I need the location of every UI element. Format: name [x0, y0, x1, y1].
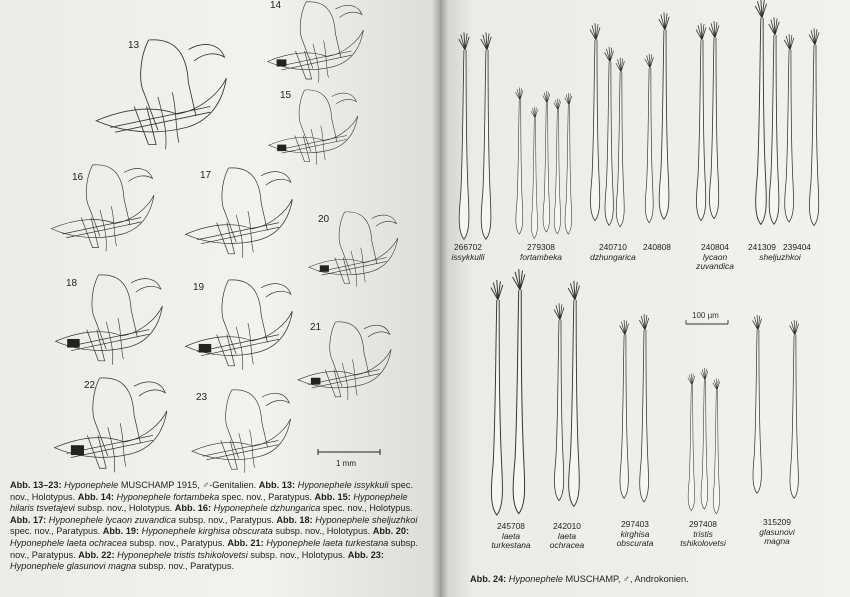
genitalia-15 — [269, 90, 358, 165]
specimen-label-242010 — [532, 522, 602, 551]
specimen-label-279308 — [506, 243, 576, 262]
caption-run: Abb. 24: — [470, 574, 509, 584]
fig-number-18: 18 — [66, 278, 78, 289]
fig-number-21: 21 — [310, 322, 322, 333]
genitalia-22 — [55, 378, 167, 472]
caption-run: Abb. 15: — [314, 491, 354, 502]
androconium-13 — [696, 23, 706, 220]
androconium-4 — [531, 107, 538, 239]
specimen-name: issykkulli — [451, 251, 485, 262]
androconium-3 — [516, 88, 523, 235]
genitalia-19 — [186, 280, 293, 370]
caption-run: Hyponephele dzhungarica — [213, 503, 323, 514]
androconium-6 — [554, 98, 561, 233]
androconium-15 — [755, 0, 766, 224]
specimen-name: laeta — [557, 530, 577, 541]
specimen-label-315209 — [742, 518, 812, 547]
androconium-24 — [639, 314, 649, 502]
androconium-27 — [713, 378, 720, 513]
fig-number-23: 23 — [196, 392, 208, 403]
specimen-name: obscurata — [616, 538, 654, 549]
specimen-number: 241309 — [748, 242, 776, 252]
androconium-16 — [769, 17, 779, 224]
specimen-number: 245708 — [497, 521, 525, 531]
androconia-figure — [440, 0, 850, 597]
caption-run: Hyponephele issykkuli — [297, 480, 392, 490]
right-page — [440, 0, 850, 597]
caption-abb-24 — [470, 574, 850, 586]
specimen-name: turkestana — [491, 540, 531, 551]
caption-run: Abb. 20: — [372, 526, 410, 537]
androconium-26 — [701, 368, 708, 509]
androconium-20 — [513, 269, 525, 513]
specimen-name: kirghisa — [620, 528, 650, 539]
caption-run: subsp. nov., Paratypus. — [138, 561, 235, 572]
specimen-number: 279308 — [527, 242, 555, 252]
caption-run: subsp. nov., Holotypus. — [275, 526, 373, 537]
caption-run: Abb. 13: — [258, 480, 298, 490]
caption-run: spec. nov., Paratypus. — [221, 491, 315, 502]
androconium-25 — [688, 373, 695, 510]
caption-run: Hyponephele kirghisa obscurata — [141, 526, 276, 537]
fig-number-22: 22 — [84, 380, 96, 391]
caption-run: spec. nov., Paratypus. — [10, 526, 103, 537]
specimen-name: glasunovi — [759, 526, 795, 537]
specimen-name: zuvandica — [696, 261, 734, 272]
caption-run: Hyponephele hilaris tsvetajevi — [10, 491, 408, 514]
caption-run: Abb. 18: — [276, 514, 316, 525]
caption-run: Hyponephele lycaon zuvandica — [48, 514, 179, 525]
androconium-12 — [659, 12, 669, 219]
caption-run: Abb. 19: — [102, 526, 142, 537]
specimen-name: tristis — [693, 528, 713, 539]
caption-run: Abb. 21: — [227, 537, 267, 548]
specimen-number: 239404 — [783, 242, 811, 252]
caption-run: subsp. nov., Paratypus. — [129, 537, 228, 548]
androconium-2 — [481, 32, 491, 239]
scale-bar-1mm — [318, 449, 380, 468]
caption-run: Abb. 16: — [174, 503, 214, 514]
androconium-5 — [543, 91, 550, 232]
scale-label-100um: 100 µm — [692, 311, 719, 320]
caption-run: Hyponephele tristis tshikolovetsi — [117, 549, 251, 560]
androconium-7 — [565, 93, 572, 234]
androconium-23 — [620, 320, 629, 499]
caption-run: subsp. nov., Paratypus. — [178, 514, 277, 525]
androconium-22 — [568, 281, 579, 507]
fig-number-15: 15 — [280, 90, 292, 101]
caption-run: Hyponephele glasunovi magna — [10, 561, 139, 572]
specimen-name: tshikolovetsi — [680, 538, 726, 549]
caption-run: Abb. 13–23: — [10, 480, 65, 490]
caption-run: Abb. 17: — [10, 514, 49, 525]
fig-number-17: 17 — [200, 170, 212, 181]
caption-run: spec. nov., Holotypus. — [10, 480, 414, 502]
androconium-18 — [809, 28, 819, 225]
androconium-21 — [554, 303, 564, 500]
androconium-28 — [753, 315, 762, 494]
androconium-9 — [605, 47, 614, 226]
caption-run: Hyponephele laeta turkestana — [266, 537, 391, 548]
androconium-8 — [590, 23, 600, 220]
specimen-number: 242010 — [553, 521, 581, 531]
specimen-label-sheljuzhkoi — [745, 253, 815, 263]
androconium-19 — [491, 280, 503, 515]
specimen-name: magna — [764, 536, 790, 547]
caption-run: spec. nov., Holotypus. — [322, 503, 413, 514]
specimen-number: 315209 — [763, 517, 791, 527]
caption-run: Hyponephele fortambeka — [116, 491, 222, 502]
caption-run: Hyponephele — [508, 574, 566, 584]
caption-run: subsp. nov., Paratypus. — [10, 537, 418, 560]
scale-label-1mm: 1 mm — [336, 459, 356, 468]
caption-run: Abb. 22: — [78, 549, 118, 560]
caption-run: MUSCHAMP 1915, ♂-Genitalien. — [120, 480, 259, 490]
fig-number-20: 20 — [318, 214, 330, 225]
specimen-number: 297403 — [621, 519, 649, 529]
caption-run: subsp. nov., Holotypus. — [77, 503, 175, 514]
androconium-14 — [709, 21, 719, 218]
specimen-name: fortambeka — [520, 251, 562, 262]
specimen-label-297408 — [668, 520, 738, 549]
fig-number-16: 16 — [72, 172, 84, 183]
caption-run: Hyponephele sheljuzhkoi — [315, 514, 418, 525]
caption-run: Abb. 14: — [77, 491, 117, 502]
specimen-number: 266702 — [454, 242, 482, 252]
specimen-name: ochracea — [549, 540, 585, 551]
book-gutter — [432, 0, 448, 597]
genitalia-14 — [268, 2, 364, 83]
fig-number-13: 13 — [128, 40, 140, 51]
specimen-name: sheljuzhkoi — [759, 252, 801, 262]
androconium-11 — [645, 54, 654, 223]
caption-run: subsp. nov., Holotypus. — [250, 549, 348, 560]
scale-bar-100um — [686, 311, 728, 324]
fig-number-14: 14 — [270, 0, 282, 11]
androconium-17 — [784, 34, 794, 222]
genitalia-16 — [51, 165, 154, 251]
specimen-name: lycaon — [702, 251, 728, 262]
specimen-name: dzhungarica — [590, 251, 636, 262]
caption-run: Abb. 23: — [347, 549, 384, 560]
caption-run: Hyponephele — [64, 480, 121, 490]
specimen-number: 240710 — [599, 242, 627, 252]
caption-abb-13-23 — [10, 480, 420, 573]
specimen-number: 240808 — [643, 242, 671, 252]
specimen-number: 240804 — [701, 242, 729, 252]
genitalia-13 — [96, 40, 226, 149]
genitalia-21 — [298, 322, 391, 400]
specimen-label-297403 — [600, 520, 670, 549]
androconium-10 — [616, 58, 625, 227]
specimen-number: 297408 — [689, 519, 717, 529]
androconium-29 — [790, 320, 799, 499]
androconium-1 — [459, 32, 469, 239]
caption-run: MUSCHAMP, ♂, Androkonien. — [565, 574, 689, 584]
genitalia-17 — [186, 168, 293, 258]
specimen-name: laeta — [501, 530, 521, 541]
caption-run: Hyponephele laeta ochracea — [10, 537, 130, 548]
fig-number-19: 19 — [193, 282, 205, 293]
specimen-label-266702 — [440, 243, 503, 262]
